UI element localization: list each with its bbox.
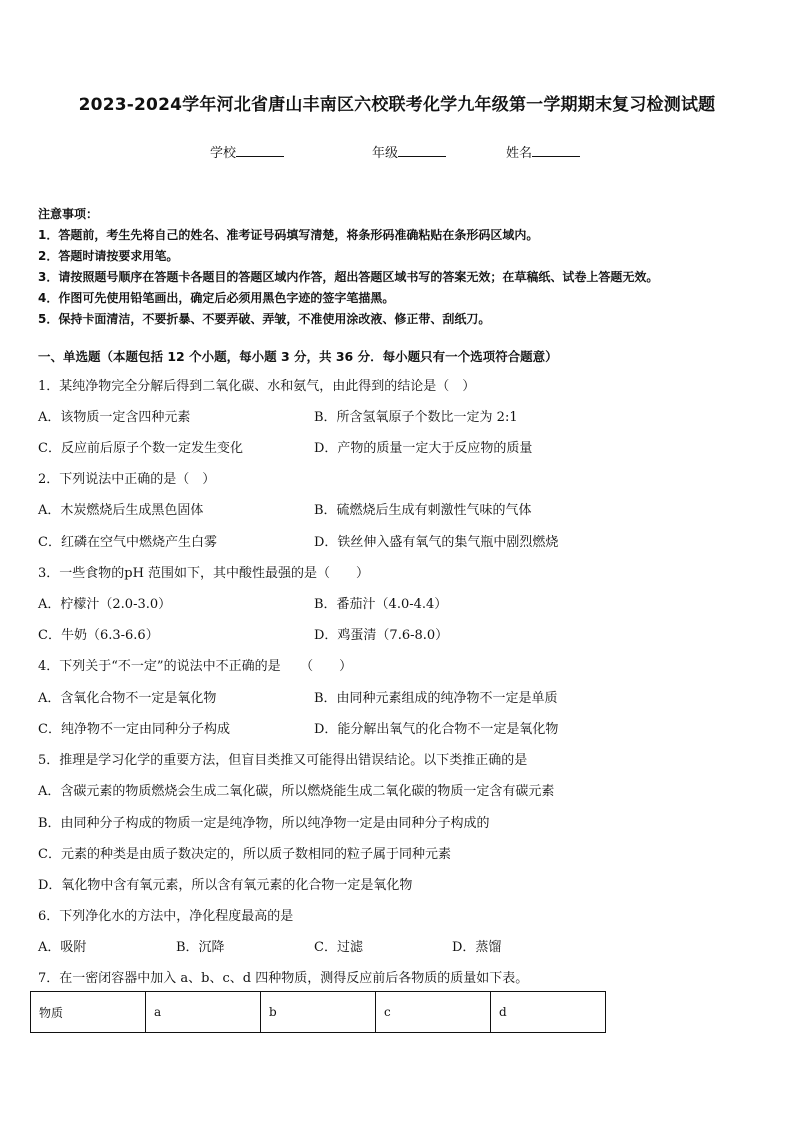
grade-label: 年级 xyxy=(372,146,399,161)
question-1-option-b[interactable]: B．所含氢氧原子个数比一定为 2:1 xyxy=(314,410,518,425)
name-blank[interactable] xyxy=(532,144,580,157)
question-5-option-a[interactable]: A．含碳元素的物质燃烧会生成二氧化碳，所以燃烧能生成二氧化碳的物质一定含有碳元素 xyxy=(38,784,555,799)
question-3-option-b[interactable]: B．番茄汁（4.0-4.4） xyxy=(314,597,448,612)
question-6-stem: 6．下列净化水的方法中，净化程度最高的是 xyxy=(38,909,294,924)
question-6-option-d[interactable]: D．蒸馏 xyxy=(452,940,502,955)
question-5-option-c[interactable]: C．元素的种类是由质子数决定的，所以质子数相同的粒子属于同种元素 xyxy=(38,847,451,862)
question-2-option-c[interactable]: C．红磷在空气中燃烧产生白雾 xyxy=(38,535,217,550)
question-3-stem: 3．一些食物的pH 范围如下，其中酸性最强的是（ ） xyxy=(38,566,370,581)
question-4-option-b[interactable]: B．由同种元素组成的纯净物不一定是单质 xyxy=(314,691,558,706)
page-title: 2023-2024学年河北省唐山丰南区六校联考化学九年级第一学期期末复习检测试题 xyxy=(78,95,716,115)
question-2-option-b[interactable]: B．硫燃烧后生成有刺激性气味的气体 xyxy=(314,503,532,518)
question-4-option-a[interactable]: A．含氧化合物不一定是氧化物 xyxy=(38,691,217,706)
question-5-option-d[interactable]: D．氧化物中含有氧元素，所以含有氧元素的化合物一定是氧化物 xyxy=(38,878,413,893)
table-row xyxy=(31,992,606,1033)
notes-heading: 注意事项： xyxy=(38,207,99,221)
question-1-option-d[interactable]: D．产物的质量一定大于反应物的质量 xyxy=(314,441,533,456)
question-1-option-a[interactable]: A．该物质一定含四种元素 xyxy=(38,410,191,425)
school-field[interactable] xyxy=(210,142,284,161)
name-label: 姓名 xyxy=(506,146,533,161)
table-cell: c xyxy=(376,992,491,1033)
note-item: 3．请按照题号顺序在答题卡各题目的答题区域内作答，超出答题区域书写的答案无效；在草稿纸、试卷上答题无效。 xyxy=(38,270,659,284)
question-2-option-a[interactable]: A．木炭燃烧后生成黑色固体 xyxy=(38,503,204,518)
question-6-option-a[interactable]: A．吸附 xyxy=(38,940,87,955)
question-2-stem: 2．下列说法中正确的是（ ） xyxy=(38,472,216,487)
name-field[interactable] xyxy=(506,142,580,161)
question-1-option-c[interactable]: C．反应前后原子个数一定发生变化 xyxy=(38,441,243,456)
notes-section xyxy=(38,204,658,330)
note-item: 2．答题时请按要求用笔。 xyxy=(38,249,179,263)
school-blank[interactable] xyxy=(236,144,284,157)
note-item: 1．答题前，考生先将自己的姓名、准考证号码填写清楚，将条形码准确粘贴在条形码区域内。 xyxy=(38,228,539,242)
question-4-stem: 4．下列关于“不一定”的说法中不正确的是 （ ） xyxy=(38,659,353,674)
school-label: 学校 xyxy=(210,146,237,161)
grade-blank[interactable] xyxy=(398,144,446,157)
table-cell: 物质 xyxy=(31,992,146,1033)
question-2-option-d[interactable]: D．铁丝伸入盛有氧气的集气瓶中剧烈燃烧 xyxy=(314,535,559,550)
question-5-stem: 5．推理是学习化学的重要方法，但盲目类推又可能得出错误结论。以下类推正确的是 xyxy=(38,753,528,768)
substance-mass-table xyxy=(30,991,606,1033)
question-3-option-d[interactable]: D．鸡蛋清（7.6-8.0） xyxy=(314,628,449,643)
question-3-option-c[interactable]: C．牛奶（6.3-6.6） xyxy=(38,628,159,643)
table-cell: d xyxy=(491,992,606,1033)
table-cell: a xyxy=(146,992,261,1033)
question-6-option-c[interactable]: C．过滤 xyxy=(314,940,363,955)
note-item: 5．保持卡面清洁，不要折暴、不要弄破、弄皱，不准使用涂改液、修正带、刮纸刀。 xyxy=(38,312,491,326)
question-4-option-d[interactable]: D．能分解出氧气的化合物不一定是氧化物 xyxy=(314,722,559,737)
question-1-stem: 1．某纯净物完全分解后得到二氧化碳、水和氨气，由此得到的结论是（ ） xyxy=(38,379,476,394)
table-cell: b xyxy=(261,992,376,1033)
grade-field[interactable] xyxy=(372,142,446,161)
question-4-option-c[interactable]: C．纯净物不一定由同种分子构成 xyxy=(38,722,230,737)
note-item: 4．作图可先使用铅笔画出，确定后必须用黑色字迹的签字笔描黑。 xyxy=(38,291,395,305)
question-3-option-a[interactable]: A．柠檬汁（2.0-3.0） xyxy=(38,597,172,612)
question-5-option-b[interactable]: B．由同种分子构成的物质一定是纯净物，所以纯净物一定是由同种分子构成的 xyxy=(38,816,490,831)
question-7-stem: 7．在一密闭容器中加入 a、b、c、d 四种物质，测得反应前后各物质的质量如下表。 xyxy=(38,971,529,986)
question-6-option-b[interactable]: B．沉降 xyxy=(176,940,225,955)
section-heading: 一、单选题（本题包括 12 个小题，每小题 3 分，共 36 分．每小题只有一个选项符合题意） xyxy=(38,349,558,364)
